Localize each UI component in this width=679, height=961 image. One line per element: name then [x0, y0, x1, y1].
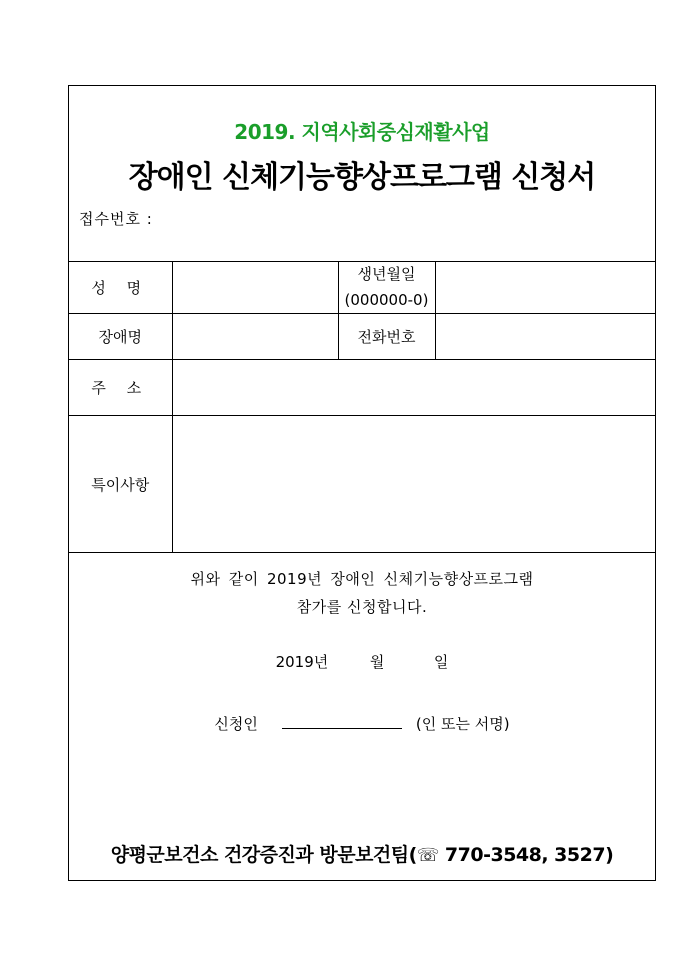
table-row	[69, 314, 655, 360]
receipt-number-label: 접수번호 :	[79, 210, 153, 228]
signature-line[interactable]	[282, 714, 402, 729]
name-label: 성 명	[69, 261, 172, 314]
birth-label	[338, 261, 435, 314]
notes-field[interactable]	[172, 416, 655, 553]
birth-format-hint: (000000-0)	[344, 291, 429, 309]
application-date	[69, 651, 655, 672]
application-form	[68, 85, 656, 881]
phone-label: 전화번호	[338, 314, 435, 360]
birth-label-text: 생년월일	[357, 265, 416, 283]
name-field[interactable]	[172, 261, 338, 314]
statement-section	[69, 550, 655, 880]
statement-line-1: 위와 같이 2019년 장애인 신체기능향상프로그램	[190, 570, 534, 588]
footer-phone-numbers: 770-3548, 3527)	[438, 844, 614, 866]
signature-note: (인 또는 서명)	[415, 715, 510, 733]
disability-label: 장애명	[69, 314, 172, 360]
program-subtitle: 2019. 지역사회중심재활사업	[234, 120, 490, 144]
applicant-signature-row	[69, 713, 655, 734]
table-row	[69, 261, 655, 314]
form-title: 장애인 신체기능향상프로그램 신청서	[128, 160, 596, 195]
applicant-label: 신청인	[214, 715, 258, 733]
address-label: 주 소	[69, 360, 172, 416]
table-row	[69, 416, 655, 553]
birth-field[interactable]	[435, 261, 655, 314]
date-month: 월	[369, 653, 385, 671]
disability-field[interactable]	[172, 314, 338, 360]
table-row	[69, 360, 655, 416]
statement-line-2: 참가를 신청합니다.	[296, 598, 428, 616]
footer-department: 양평군보건소 건강증진과 방문보건팀(	[110, 844, 417, 866]
date-day: 일	[433, 653, 449, 671]
address-field[interactable]	[172, 360, 655, 416]
contact-footer	[69, 840, 655, 867]
phone-icon: ☏	[416, 845, 439, 866]
applicant-info-table	[69, 261, 655, 553]
phone-field[interactable]	[435, 314, 655, 360]
date-year: 2019년	[275, 653, 329, 671]
notes-label: 특이사항	[69, 416, 172, 553]
form-header	[69, 86, 655, 262]
